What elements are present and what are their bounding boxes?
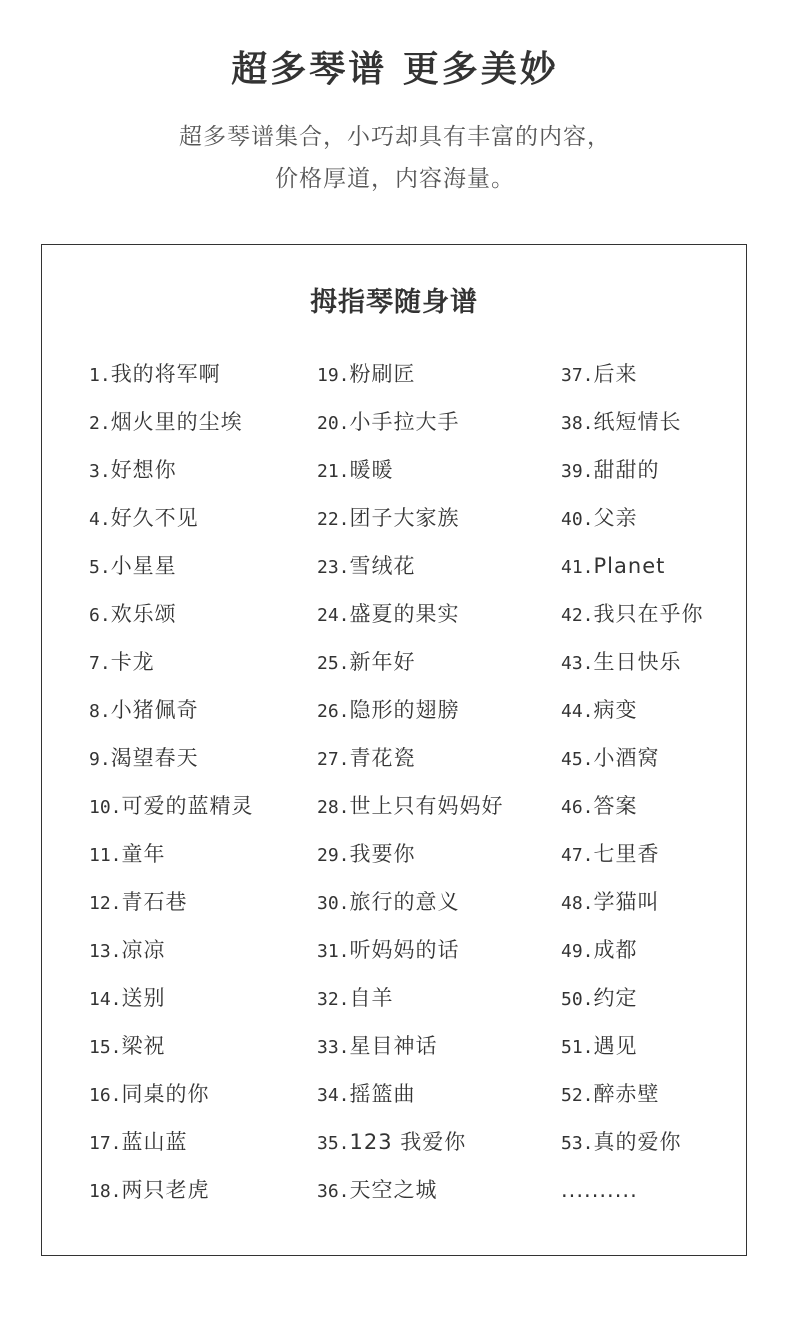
song-title: 七里香	[593, 842, 660, 866]
subtitle-line: 超多琴谱集合，小巧却具有丰富的内容，	[179, 124, 611, 150]
song-title: 蓝山蓝	[121, 1130, 188, 1154]
song-number: 24.	[317, 605, 350, 626]
song-list-item	[561, 1173, 704, 1221]
song-list-item	[317, 789, 504, 837]
song-number: 23.	[317, 557, 350, 578]
song-list-item	[561, 837, 704, 885]
song-list-item	[89, 741, 254, 789]
song-list-item	[89, 1173, 254, 1221]
song-number: 18.	[89, 1181, 122, 1202]
song-number: 10.	[89, 797, 122, 818]
song-title: 我的将军啊	[110, 362, 221, 386]
song-title: 好久不见	[110, 506, 199, 530]
song-number: 11.	[89, 845, 122, 866]
song-list-item	[89, 597, 254, 645]
song-title: 两只老虎	[121, 1178, 210, 1202]
song-list-item	[561, 693, 704, 741]
song-list-item	[89, 789, 254, 837]
song-title: 盛夏的果实	[349, 602, 460, 626]
song-number: 1.	[89, 365, 111, 386]
song-title: 同桌的你	[121, 1082, 210, 1106]
song-list-item	[317, 981, 504, 1029]
song-title: 小手拉大手	[349, 410, 460, 434]
song-list-item	[89, 549, 254, 597]
song-title: 自羊	[349, 986, 394, 1010]
song-number: 33.	[317, 1037, 350, 1058]
song-list-item	[317, 549, 504, 597]
song-list-item	[317, 357, 504, 405]
song-title: 送别	[121, 986, 166, 1010]
song-list-item	[317, 837, 504, 885]
song-list-item	[89, 645, 254, 693]
song-number: 4.	[89, 509, 111, 530]
song-title: 小酒窝	[593, 746, 660, 770]
song-number: 3.	[89, 461, 111, 482]
song-title: 纸短情长	[593, 410, 682, 434]
song-number: 48.	[561, 893, 594, 914]
song-number: 37.	[561, 365, 594, 386]
song-title: 成都	[593, 938, 638, 962]
song-number: 20.	[317, 413, 350, 434]
song-number: 28.	[317, 797, 350, 818]
song-list-item	[317, 933, 504, 981]
song-list-item	[561, 741, 704, 789]
song-list-item	[561, 933, 704, 981]
song-number: 49.	[561, 941, 594, 962]
song-column-2	[317, 357, 504, 1221]
song-title: ..........	[561, 1178, 638, 1202]
song-number: 43.	[561, 653, 594, 674]
song-list-item	[317, 1029, 504, 1077]
song-title: 暖暖	[349, 458, 394, 482]
song-list-item	[561, 1029, 704, 1077]
song-list-item	[317, 741, 504, 789]
song-number: 9.	[89, 749, 111, 770]
song-number: 14.	[89, 989, 122, 1010]
song-list-item	[89, 837, 254, 885]
song-number: 30.	[317, 893, 350, 914]
song-list-item	[317, 597, 504, 645]
song-list-item	[561, 453, 704, 501]
song-number: 34.	[317, 1085, 350, 1106]
card-title: 拇指琴随身谱	[310, 287, 478, 318]
page-subtitle	[0, 116, 790, 200]
song-list-item	[89, 885, 254, 933]
song-list-item	[561, 501, 704, 549]
song-list-item	[317, 501, 504, 549]
song-title: 欢乐颂	[110, 602, 177, 626]
song-number: 7.	[89, 653, 111, 674]
song-number: 32.	[317, 989, 350, 1010]
song-list-card	[41, 244, 747, 1256]
song-list-item	[561, 597, 704, 645]
song-column-3	[561, 357, 704, 1221]
song-title: 父亲	[593, 506, 638, 530]
song-list-item	[317, 1125, 504, 1173]
subtitle-line: 价格厚道，内容海量。	[275, 166, 515, 192]
song-list-item	[89, 1125, 254, 1173]
song-list-item	[317, 1173, 504, 1221]
song-number: 25.	[317, 653, 350, 674]
song-list-item	[89, 933, 254, 981]
song-number: 53.	[561, 1133, 594, 1154]
song-title: 世上只有妈妈好	[349, 794, 504, 818]
song-list-item	[89, 501, 254, 549]
song-number: 44.	[561, 701, 594, 722]
page-headline: 超多琴谱 更多美妙	[231, 49, 559, 90]
song-number: 51.	[561, 1037, 594, 1058]
song-number: 52.	[561, 1085, 594, 1106]
song-number: 47.	[561, 845, 594, 866]
song-number: 31.	[317, 941, 350, 962]
song-title: 渴望春天	[110, 746, 199, 770]
song-number: 19.	[317, 365, 350, 386]
song-list-item	[89, 981, 254, 1029]
song-list-item	[89, 405, 254, 453]
song-list-item	[561, 1125, 704, 1173]
song-title: 生日快乐	[593, 650, 682, 674]
song-number: 38.	[561, 413, 594, 434]
song-number: 27.	[317, 749, 350, 770]
song-number: 8.	[89, 701, 111, 722]
song-title: 学猫叫	[593, 890, 660, 914]
song-title: 听妈妈的话	[349, 938, 460, 962]
song-list-item	[317, 693, 504, 741]
song-number: 12.	[89, 893, 122, 914]
song-number: 41.	[561, 557, 594, 578]
song-title: 星目神话	[349, 1034, 438, 1058]
song-number: 22.	[317, 509, 350, 530]
song-number: 46.	[561, 797, 594, 818]
song-number: 5.	[89, 557, 111, 578]
song-title: 我只在乎你	[593, 602, 704, 626]
song-title: 123 我爱你	[349, 1130, 467, 1154]
song-title: 凉凉	[121, 938, 166, 962]
song-list-item	[89, 453, 254, 501]
song-number: 35.	[317, 1133, 350, 1154]
song-list-item	[317, 405, 504, 453]
song-number: 13.	[89, 941, 122, 962]
song-number: 50.	[561, 989, 594, 1010]
song-title: 隐形的翅膀	[349, 698, 460, 722]
song-title: 醉赤壁	[593, 1082, 660, 1106]
song-title: 天空之城	[349, 1178, 438, 1202]
song-list-item	[89, 357, 254, 405]
song-list-item	[317, 1077, 504, 1125]
song-column-1	[89, 357, 254, 1221]
song-title: 新年好	[349, 650, 416, 674]
song-number: 6.	[89, 605, 111, 626]
song-title: 摇篮曲	[349, 1082, 416, 1106]
song-number: 17.	[89, 1133, 122, 1154]
song-title: 旅行的意义	[349, 890, 460, 914]
song-list-item	[317, 453, 504, 501]
song-title: 粉刷匠	[349, 362, 416, 386]
song-title: 团子大家族	[349, 506, 460, 530]
song-list-item	[89, 1029, 254, 1077]
song-list-item	[561, 1077, 704, 1125]
song-list-item	[561, 885, 704, 933]
song-title: 后来	[593, 362, 638, 386]
song-list-item	[317, 885, 504, 933]
song-list-item	[561, 981, 704, 1029]
song-list-item	[561, 789, 704, 837]
song-number: 29.	[317, 845, 350, 866]
song-title: 梁祝	[121, 1034, 166, 1058]
song-title: 真的爱你	[593, 1130, 682, 1154]
song-number: 39.	[561, 461, 594, 482]
song-title: 小猪佩奇	[110, 698, 199, 722]
song-list-item	[89, 693, 254, 741]
song-list-item	[561, 645, 704, 693]
song-title: 答案	[593, 794, 638, 818]
song-title: 甜甜的	[593, 458, 660, 482]
song-title: 青石巷	[121, 890, 188, 914]
song-number: 26.	[317, 701, 350, 722]
song-title: Planet	[593, 554, 666, 578]
song-title: 卡龙	[110, 650, 155, 674]
song-number: 21.	[317, 461, 350, 482]
song-title: 烟火里的尘埃	[110, 410, 243, 434]
song-number: 15.	[89, 1037, 122, 1058]
song-title: 好想你	[110, 458, 177, 482]
song-number: 36.	[317, 1181, 350, 1202]
song-title: 病变	[593, 698, 638, 722]
song-title: 青花瓷	[349, 746, 416, 770]
song-title: 遇见	[593, 1034, 638, 1058]
song-list-item	[561, 549, 704, 597]
song-number: 2.	[89, 413, 111, 434]
song-number: 42.	[561, 605, 594, 626]
song-title: 约定	[593, 986, 638, 1010]
song-number: 16.	[89, 1085, 122, 1106]
song-number: 45.	[561, 749, 594, 770]
song-title: 可爱的蓝精灵	[121, 794, 254, 818]
song-list-item	[561, 405, 704, 453]
song-title: 我要你	[349, 842, 416, 866]
song-list-item	[561, 357, 704, 405]
song-title: 雪绒花	[349, 554, 416, 578]
song-list-item	[317, 645, 504, 693]
song-number: 40.	[561, 509, 594, 530]
song-title: 童年	[121, 842, 166, 866]
song-list-item	[89, 1077, 254, 1125]
song-title: 小星星	[110, 554, 177, 578]
